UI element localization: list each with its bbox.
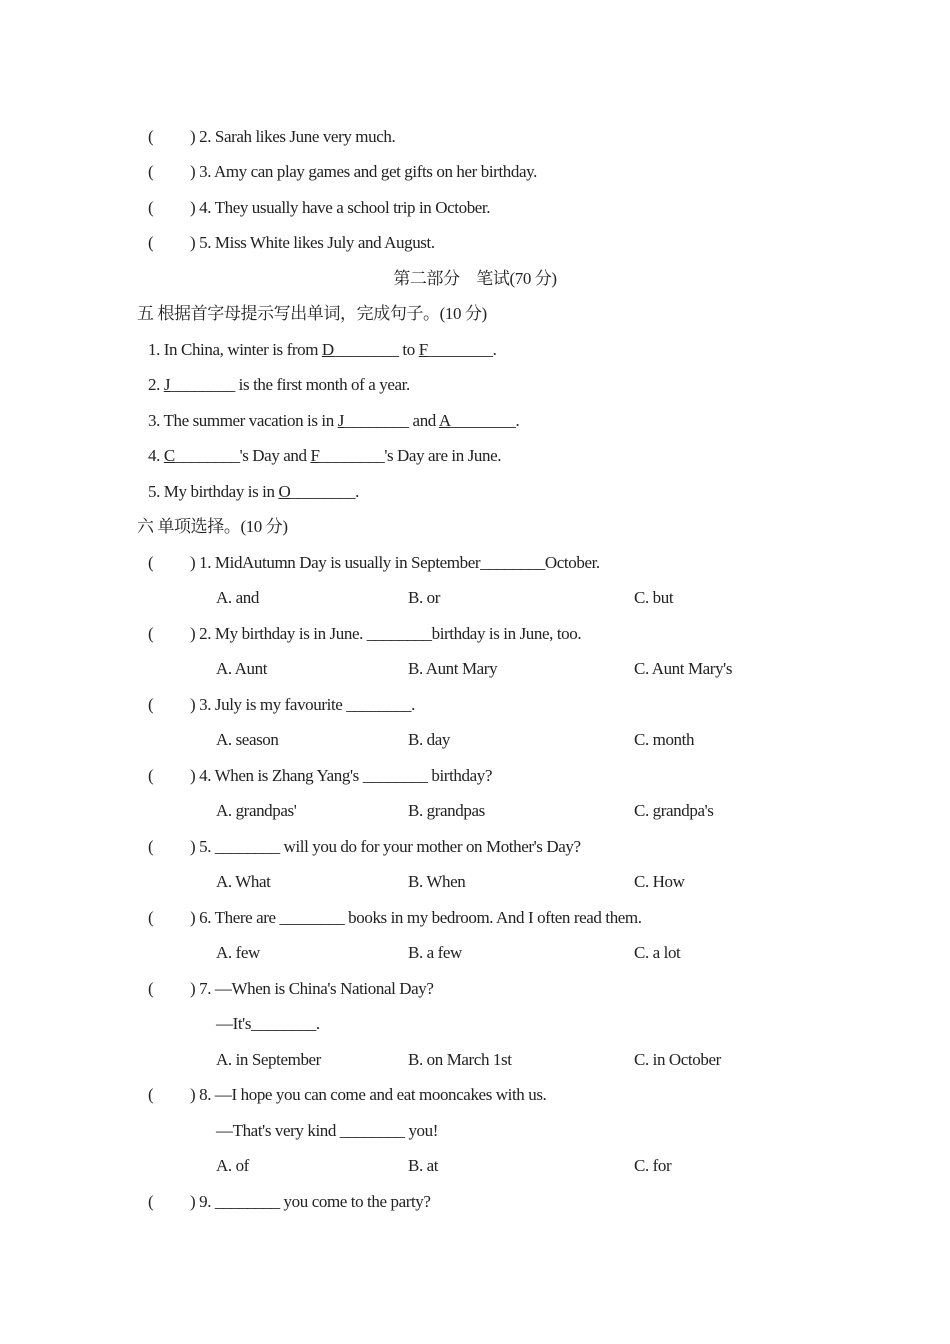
option-a: A. What xyxy=(216,872,271,891)
option-c: C. Aunt Mary's xyxy=(634,659,733,678)
option-a: A. grandpas' xyxy=(216,801,297,820)
mc-question-3: ) 3. July is my favourite ________. xyxy=(190,695,415,714)
option-c: C. month xyxy=(634,730,695,749)
answer-paren: ( xyxy=(148,695,154,714)
mc-question-7-reply: —It's________. xyxy=(216,1014,320,1033)
option-c: C. a lot xyxy=(634,943,681,962)
answer-paren: ( xyxy=(148,553,154,572)
option-b: B. at xyxy=(408,1156,439,1175)
mc-question-1: ) 1. MidAutumn Day is usually in September________October. xyxy=(190,553,600,572)
mc-question-2: ) 2. My birthday is in June. ________birthday is in June, too. xyxy=(190,624,582,643)
mc-question-8-reply: —That's very kind ________ you! xyxy=(216,1121,439,1140)
mc-question-9: ) 9. ________ you come to the party? xyxy=(190,1192,431,1211)
answer-paren: ( xyxy=(148,233,154,252)
mc-question-4: ) 4. When is Zhang Yang's ________ birthday? xyxy=(190,766,492,785)
fill-question-4: 4. C________'s Day and F________'s Day are in June. xyxy=(148,446,502,465)
option-b: B. a few xyxy=(408,943,462,962)
answer-paren: ( xyxy=(148,979,154,998)
part-two-heading: 第二部分 笔试(70 分) xyxy=(393,269,557,288)
tf-item-5: ) 5. Miss White likes July and August. xyxy=(190,233,435,252)
option-a: A. in September xyxy=(216,1050,321,1069)
option-c: C. but xyxy=(634,588,674,607)
tf-item-4: ) 4. They usually have a school trip in October. xyxy=(190,198,491,217)
mc-question-8: ) 8. —I hope you can come and eat mooncakes with us. xyxy=(190,1085,547,1104)
answer-paren: ( xyxy=(148,162,154,181)
section-5-heading: 五 根据首字母提示写出单词，完成句子。(10 分) xyxy=(137,304,487,323)
tf-item-3: ) 3. Amy can play games and get gifts on her birthday. xyxy=(190,162,537,181)
option-a: A. of xyxy=(216,1156,249,1175)
option-b: B. or xyxy=(408,588,441,607)
tf-item-2: ) 2. Sarah likes June very much. xyxy=(190,127,396,146)
fill-question-1: 1. In China, winter is from D________ to F________. xyxy=(148,340,497,359)
section-6-heading: 六 单项选择。(10 分) xyxy=(137,517,288,536)
option-c: C. for xyxy=(634,1156,672,1175)
option-c: C. in October xyxy=(634,1050,721,1069)
answer-paren: ( xyxy=(148,766,154,785)
option-b: B. Aunt Mary xyxy=(408,659,498,678)
option-a: A. Aunt xyxy=(216,659,268,678)
mc-question-5: ) 5. ________ will you do for your mother on Mother's Day? xyxy=(190,837,581,856)
fill-question-5: 5. My birthday is in O________. xyxy=(148,482,359,501)
answer-paren: ( xyxy=(148,1085,154,1104)
mc-question-7: ) 7. —When is China's National Day? xyxy=(190,979,434,998)
answer-paren: ( xyxy=(148,1192,154,1211)
option-a: A. and xyxy=(216,588,259,607)
option-c: C. How xyxy=(634,872,685,891)
answer-paren: ( xyxy=(148,837,154,856)
option-c: C. grandpa's xyxy=(634,801,714,820)
mc-question-6: ) 6. There are ________ books in my bedroom. And I often read them. xyxy=(190,908,642,927)
option-b: B. day xyxy=(408,730,450,749)
answer-paren: ( xyxy=(148,908,154,927)
answer-paren: ( xyxy=(148,127,154,146)
fill-question-2: 2. J________ is the first month of a year. xyxy=(148,375,410,394)
answer-paren: ( xyxy=(148,198,154,217)
answer-paren: ( xyxy=(148,624,154,643)
option-a: A. few xyxy=(216,943,260,962)
option-b: B. on March 1st xyxy=(408,1050,512,1069)
option-a: A. season xyxy=(216,730,279,749)
option-b: B. When xyxy=(408,872,466,891)
fill-question-3: 3. The summer vacation is in J________ and A________. xyxy=(148,411,520,430)
option-b: B. grandpas xyxy=(408,801,485,820)
